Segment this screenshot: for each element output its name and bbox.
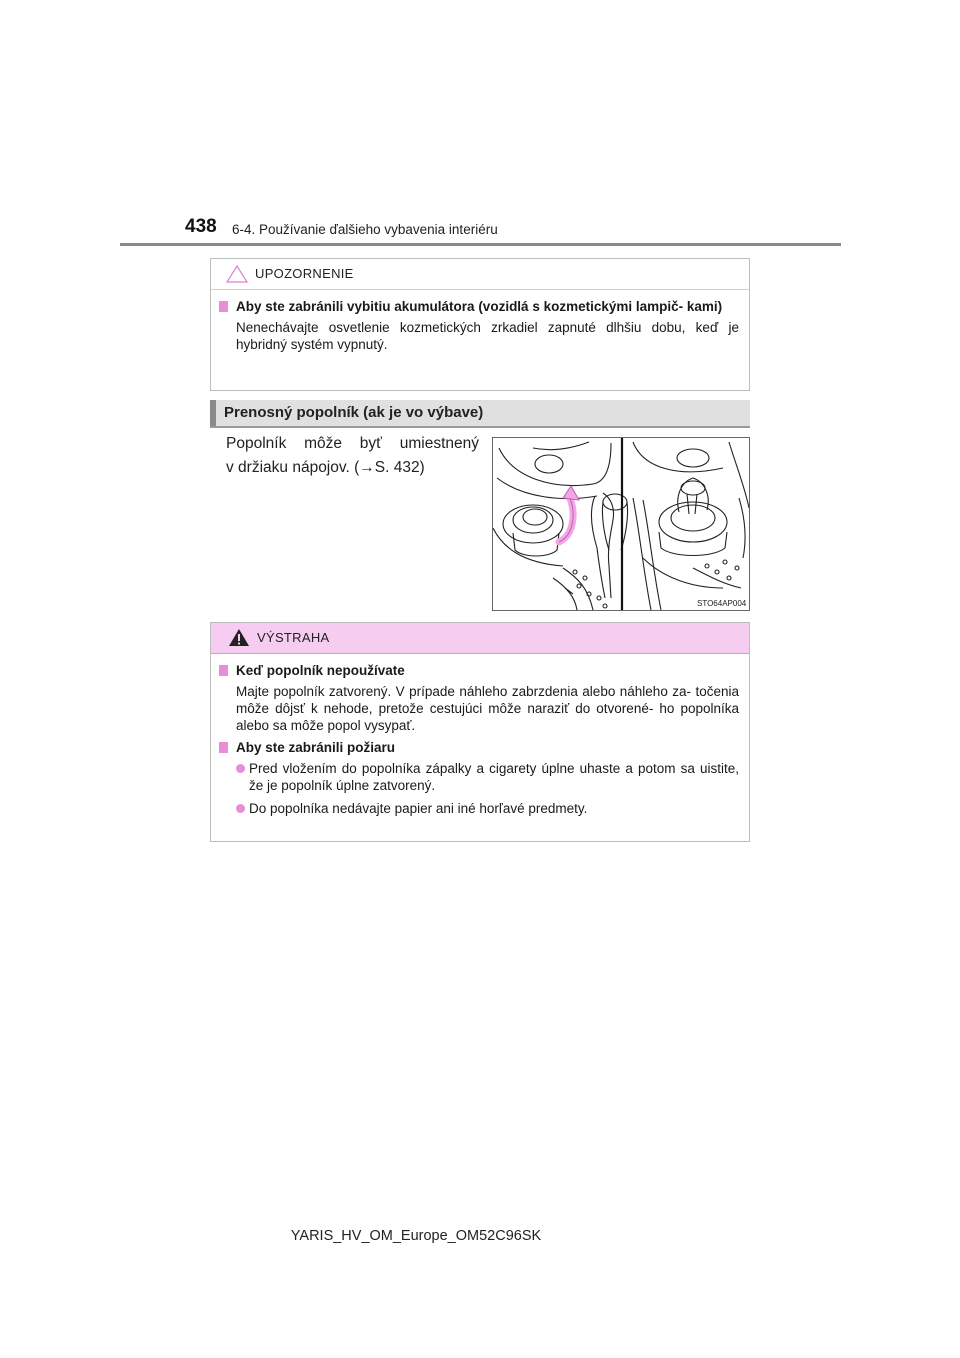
warning-item1-title xyxy=(219,662,739,679)
page-number: 438 xyxy=(185,216,217,237)
chapter-title: 6-4. Používanie ďalšieho vybavenia interiéru xyxy=(232,222,498,237)
circle-bullet-icon xyxy=(236,764,245,773)
header-rule xyxy=(120,243,841,246)
ashtray-illustration xyxy=(493,438,750,611)
section-body xyxy=(226,432,479,480)
warning-box xyxy=(210,622,750,842)
caution-box xyxy=(210,258,750,391)
warning-bullet-text: Pred vložením do popolníka zápalky a cigarety úplne uhaste a potom sa uistite, že je popolník úplne zatvorený. xyxy=(249,761,739,793)
warning-header xyxy=(211,623,749,654)
circle-bullet-icon xyxy=(236,804,245,813)
section-body-line2: v držiaku nápojov. (→S. 432) xyxy=(226,459,425,476)
caution-header xyxy=(211,259,749,290)
square-bullet-icon xyxy=(219,742,228,753)
document-id: YARIS_HV_OM_Europe_OM52C96SK xyxy=(290,1228,542,1244)
footer xyxy=(0,1228,960,1244)
warning-bullet-text: Do popolníka nedávajte papier ani iné horľavé predmety. xyxy=(249,801,588,816)
figure-code: STO64AP004 xyxy=(697,599,747,608)
warning-item2-title-text: Aby ste zabránili požiaru xyxy=(236,740,396,755)
warning-item2-title xyxy=(219,739,739,756)
section-title: Prenosný popolník (ak je vo výbave) xyxy=(224,404,484,421)
ashtray-figure xyxy=(492,437,750,611)
warning-triangle-icon xyxy=(228,628,250,647)
warning-item1-title-text: Keď popolník nepoužívate xyxy=(236,663,405,678)
warning-item1-text: Majte popolník zatvorený. V prípade náhleho zabrzdenia alebo náhleho za- točenia môže dôjsť k nehode, pretože cestujúci môže naraziť do otvorené- ho popolníka alebo sa môže popol vysypať. xyxy=(236,684,739,733)
caution-triangle-icon xyxy=(226,265,248,283)
section-accent xyxy=(210,400,216,426)
square-bullet-icon xyxy=(219,301,228,312)
section-heading xyxy=(210,400,750,428)
square-bullet-icon xyxy=(219,665,228,676)
section-body-line1: Popolník môže byť umiestnený xyxy=(226,435,479,452)
warning-bullet xyxy=(219,760,739,794)
caution-label: UPOZORNENIE xyxy=(255,266,354,281)
caution-item-text: Nenechávajte osvetlenie kozmetických zrkadiel zapnuté dlhšiu dobu, keď je hybridný systém vypnutý. xyxy=(236,320,739,352)
caution-item-title xyxy=(219,298,739,315)
warning-label: VÝSTRAHA xyxy=(257,630,330,645)
caution-item-title-text: Aby ste zabránili vybitiu akumulátora (vozidlá s kozmetickými lampič- kami) xyxy=(236,299,723,314)
warning-bullet xyxy=(219,800,739,817)
